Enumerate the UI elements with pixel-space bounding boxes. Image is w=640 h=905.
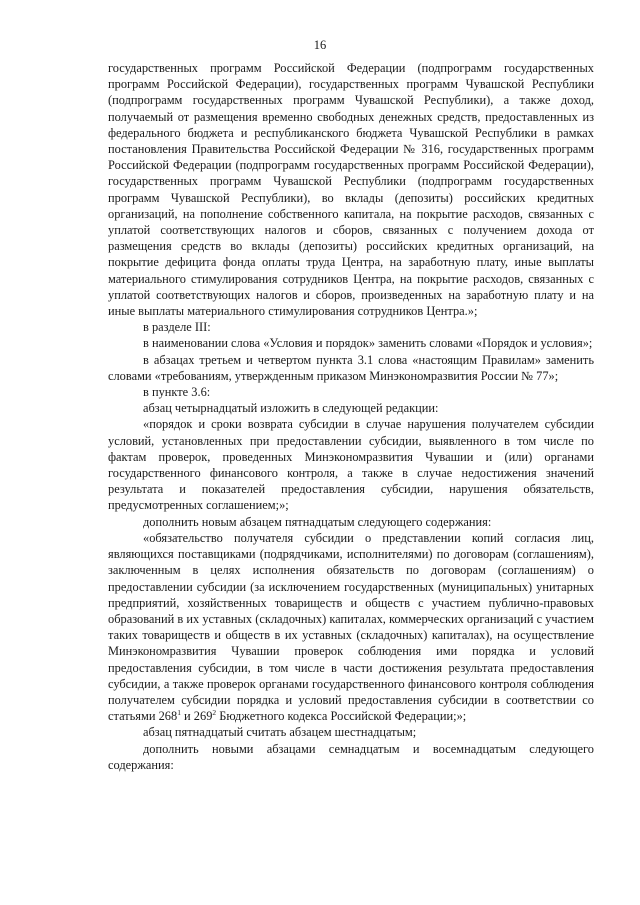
and-word: и xyxy=(184,709,191,724)
page-number: 16 xyxy=(313,38,327,52)
consent-obligation-text: «обязательство получателя субсидии о представлении копий согласия лиц, являющихся поставщиками (подрядчиками, исполнителями) по договорам (соглашениям), заключенным в целях исполнения обязательств по договорам (соглашениям) о предоставлении субсидии (за исключением государственных (муниципальных) унитарных предприятий, хозяйственных товариществ и обществ с участием публично-правовых образований в их уставных (складочных) капиталах, коммерческих организаций с участием таких товариществ и обществ в их уставных (складочных) капиталах), на осуществление Минэкономразвития Чувашии проверок соблюдения ими порядка и условий предоставления субсидии, в том числе в части достижения результата предоставления субсидии, а также проверок органами государственного финансового контроля соблюдения получателем субсидии порядка и условий предоставления субсидии в соответствии со статьями xyxy=(108,530,594,724)
document-body xyxy=(108,60,594,773)
paragraph-refund-procedure: «порядок и сроки возврата субсидии в случае нарушения получателем субсидии условий, установленных при предоставлении субсидии, выявленного в том числе по фактам проверок, проведенных Минэкономразвития Чувашии и (или) органами государственного финансового контроля, а также в случае недостижения значений результата и показателей предоставления субсидии, нарушения обязательств, предусмотренных соглашением;»; xyxy=(108,417,594,513)
paragraph-continuation: государственных программ Российской Федерации (подпрограмм государственных программ Российской Федерации), государственных программ Чувашской Республики (подпрограмм государственных программ Чувашской Республики), а также доход, получаемый от размещения временно свободных денежных средств, предоставленных из федерального бюджета и республиканского бюджета Чувашской Республики в рамках постановления Правительства Российской Федерации № 316, государственных программ Российской Федерации (подпрограмм государственных программ Российской Федерации), государственных программ Чувашской Республики (подпрограмм государственных программ Чувашской Республики), во вклады (депозиты) российских кредитных организаций, на пополнение собственного капитала, на покрытие расходов, связанных с уплатой соответствующих налогов и сборов, связанных с получением дохода от размещения средств во вклады (депозиты) российских кредитных организаций, на покрытие дефицита фонда оплаты труда Центра, на заработную плату, иные выплаты материального стимулирования сотрудников Центра, на покрытие расходов, связанных с уплатой соответствующих налогов и сборов, произведенных на заработную плату и на иные выплаты материального стимулирования сотрудников Центра.»; xyxy=(108,61,594,319)
paragraph-title-change: в наименовании слова «Условия и порядок» заменить словами «Порядок и условия»; xyxy=(143,336,593,351)
article-b: 269 xyxy=(193,709,213,724)
paragraph-fourteenth-intro: абзац четырнадцатый изложить в следующей редакции: xyxy=(143,401,439,416)
article-b-superscript: 2 xyxy=(212,708,217,718)
paragraph-section-iii: в разделе III: xyxy=(143,320,211,335)
paragraph-point-3-1: в абзацах третьем и четвертом пункта 3.1 слова «настоящим Правилам» заменить словами «требованиям, утвержденным приказом Минэкономразвития России № 77»; xyxy=(108,352,594,383)
paragraph-add-new: дополнить новыми абзацами семнадцатым и восемнадцатым следующего содержания: xyxy=(108,741,594,772)
article-a: 268 xyxy=(158,709,178,724)
article-a-superscript: 1 xyxy=(177,708,181,718)
paragraph-consent-obligation xyxy=(108,530,594,724)
paragraph-renumber: абзац пятнадцатый считать абзацем шестнадцатым; xyxy=(143,725,417,740)
citation-tail: Бюджетного кодекса Российской Федерации;»; xyxy=(219,709,467,724)
paragraph-point-3-6: в пункте 3.6: xyxy=(143,385,211,400)
paragraph-fifteenth-intro: дополнить новым абзацем пятнадцатым следующего содержания: xyxy=(143,514,492,529)
